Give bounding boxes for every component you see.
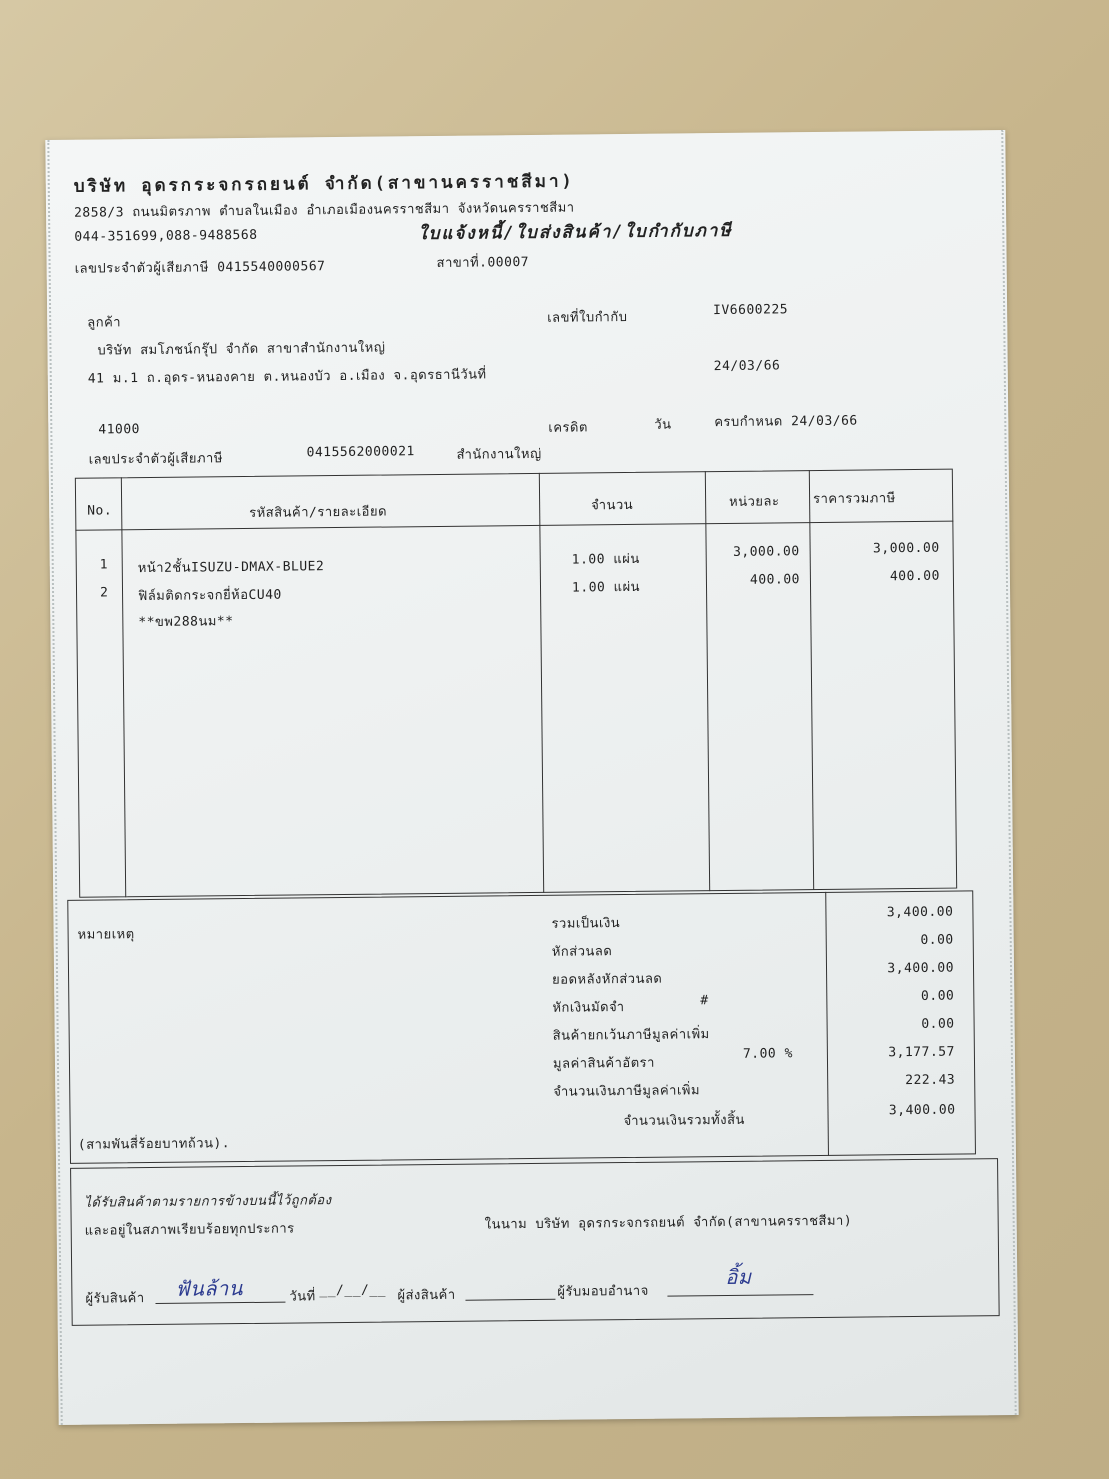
row-1-quantity: 1.00 แผ่น (571, 551, 640, 568)
row-2-no: 2 (99, 585, 109, 601)
customer-tax-label: เลขประจำตัวผู้เสียภาษี (88, 451, 223, 468)
subtotal-value: 3,400.00 (886, 904, 954, 921)
credit-label: เครดิต (548, 420, 588, 436)
after-discount-label: ยอดหลังหักส่วนลด (552, 971, 663, 988)
header-total: ราคารวมภาษี (813, 491, 896, 508)
taxable-value-label: มูลค่าสินค้าอัตรา (552, 1055, 655, 1072)
date-blank: __/__/__ (319, 1282, 387, 1299)
row-1-description: หน้า2ชั้นISUZU-DMAX-BLUE2 (137, 559, 325, 577)
deposit-mark: # (700, 993, 709, 1009)
credit-days-label: วัน (654, 417, 672, 433)
vat-exempt-value: 0.00 (921, 1016, 955, 1032)
remark-label: หมายเหตุ (77, 927, 135, 943)
sender-label: ผู้ส่งสินค้า (397, 1287, 456, 1304)
vat-exempt-label: สินค้ายกเว้นภาษีมูลค่าเพิ่ม (552, 1027, 710, 1044)
customer-name: บริษัท สมโภชน์กรุ๊ป จำกัด สาขาสำนักงานใหญ่ (97, 340, 386, 359)
invoice-date: 24/03/66 (713, 358, 781, 375)
customer-label: ลูกค้า (87, 315, 122, 331)
vat-amount-value: 222.43 (905, 1072, 956, 1089)
company-tax-id: เลขประจำตัวผู้เสียภาษี 0415540000567 (74, 259, 326, 277)
company-name: บริษัท อุดรกระจกรถยนต์ จำกัด(สาขานครราชสีมา) (73, 171, 575, 197)
company-address: 2858/3 ถนนมิตรภาพ ตำบลในเมือง อำเภอเมืองนครราชสีมา จังหวัดนครราชสีมา (73, 200, 575, 221)
date-label: วันที่ (289, 1289, 316, 1305)
row-2-description: ฟิล์มติดกระจกยี่ห้อCU40 (138, 587, 282, 605)
invoice-no: IV6600225 (713, 302, 789, 319)
customer-postcode: 41000 (98, 422, 141, 438)
header-unit-price: หน่วยละ (729, 494, 780, 510)
row-2-unit-price: 400.00 (749, 572, 801, 588)
due-date: ครบกำหนด 24/03/66 (714, 413, 858, 431)
items-table (75, 469, 957, 898)
vat-amount-label: จำนวนเงินภาษีมูลค่าเพิ่ม (553, 1083, 701, 1100)
company-phone: 044-351699,088-9488568 (74, 227, 258, 245)
header-quantity: จำนวน (591, 497, 634, 514)
authorized-label: ผู้รับมอบอำนาจ (557, 1283, 649, 1300)
summary-box (67, 890, 976, 1163)
row-1-unit-price: 3,000.00 (732, 544, 800, 560)
discount-value: 0.00 (920, 932, 954, 948)
on-behalf-of: ในนาม บริษัท อุดรกระจกรถยนต์ จำกัด(สาขานครราชสีมา) (484, 1213, 853, 1233)
received-statement-2: และอยู่ในสภาพเรียบร้อยทุกประการ (84, 1221, 295, 1239)
document-title: ใบแจ้งหนี้/ใบส่งสินค้า/ใบกำกับภาษี (418, 220, 733, 245)
taxable-value: 3,177.57 (888, 1044, 955, 1061)
customer-tax-branch: สำนักงานใหญ่ (456, 446, 542, 463)
row-note: **ขพ288นม** (138, 614, 234, 631)
deposit-value: 0.00 (920, 988, 955, 1004)
amount-in-words: (สามพันสี่ร้อยบาทถ้วน). (77, 1136, 231, 1153)
perforation-right (1001, 130, 1016, 1415)
grand-total-value: 3,400.00 (888, 1102, 956, 1119)
customer-address: 41 ม.1 ถ.อุดร-หนองคาย ต.หนองบัว อ.เมือง จ.อุดรธานีวันที่ (87, 367, 487, 387)
row-2-total: 400.00 (889, 568, 940, 585)
authorized-signature: อิ้ม (725, 1264, 752, 1290)
after-discount-value: 3,400.00 (887, 960, 955, 977)
row-1-no: 1 (99, 557, 109, 573)
header-description: รหัสสินค้า/รายละเอียด (249, 504, 388, 521)
grand-total-label: จำนวนเงินรวมทั้งสิ้น (623, 1112, 745, 1130)
subtotal-label: รวมเป็นเงิน (551, 916, 621, 932)
vat-rate: 7.00 % (742, 1046, 793, 1062)
row-2-quantity: 1.00 แผ่น (571, 579, 641, 596)
receiver-signature: ฟันล้าน (175, 1276, 243, 1301)
header-no: No. (87, 503, 113, 519)
row-1-total: 3,000.00 (872, 540, 940, 557)
deposit-label: หักเงินมัดจำ (552, 1000, 625, 1016)
invoice-no-label: เลขที่ใบกำกับ (547, 309, 628, 326)
customer-tax-id: 0415562000021 (306, 444, 415, 461)
invoice-paper (45, 130, 1018, 1425)
company-branch: สาขาที่.00007 (436, 255, 530, 271)
discount-label: หักส่วนลด (551, 944, 613, 960)
receiver-label: ผู้รับสินค้า (85, 1291, 145, 1307)
received-statement-1: ได้รับสินค้าตามรายการข้างบนนี้ไว้ถูกต้อง (84, 1193, 332, 1211)
perforation-left (47, 140, 62, 1425)
